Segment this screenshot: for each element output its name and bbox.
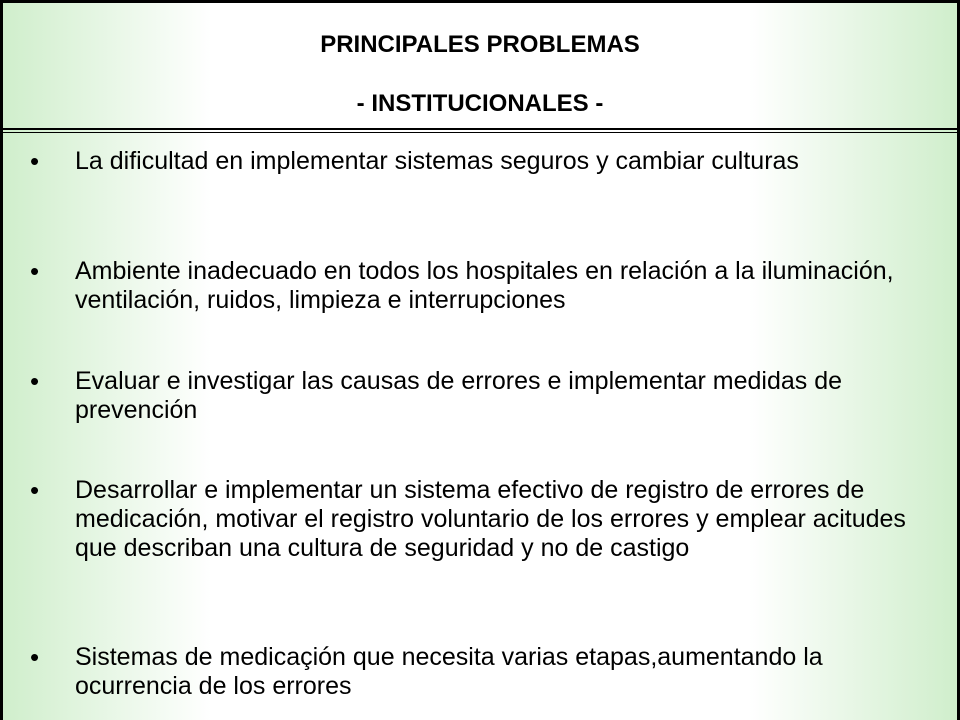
bullet-icon: • [30, 256, 40, 286]
bullet-icon: • [30, 642, 40, 672]
slide-title-line-1: PRINCIPALES PROBLEMAS [320, 31, 640, 58]
bullet-text: La dificultad en implementar sistemas seguros y cambiar culturas [75, 147, 799, 175]
bullet-icon: • [30, 366, 40, 396]
bullet-text: Desarrollar e implementar un sistema efectivo de registro de errores de medicación, motivar el registro voluntario de los errores y emplear acitudes que describan una cultura de seguridad y no de castigo [75, 476, 906, 562]
bullet-icon: • [30, 146, 40, 176]
bullet-icon: • [30, 475, 40, 505]
slide-title-line-2: - INSTITUCIONALES - [356, 90, 604, 117]
bullet-text: Ambiente inadecuado en todos los hospitales en relación a la iluminación, ventilación, ruidos, limpieza e interrupciones [75, 257, 894, 314]
bullet-text: Evaluar e investigar las causas de errores e implementar medidas de prevención [75, 367, 843, 424]
bullet-text: Sistemas de medicaçión que necesita varias etapas,aumentando la ocurrencia de los errores [75, 643, 823, 700]
